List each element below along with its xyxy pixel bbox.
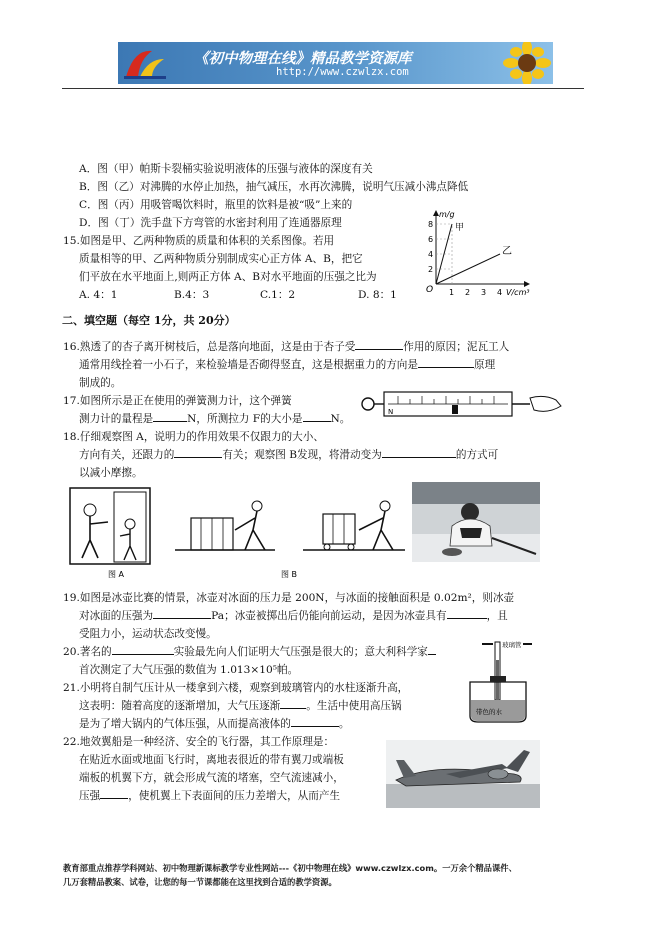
figure-b-boxes bbox=[175, 484, 410, 580]
footer-line-2: 几万套精品教案、试卷，让您的每一节课都能在这里找到合适的教学资源。 bbox=[63, 877, 337, 887]
mass-volume-graph bbox=[420, 208, 532, 298]
q19-blank-2[interactable] bbox=[447, 607, 487, 619]
q15-line-2: 质量相等的甲、乙两种物质分别制成实心正方体 A、B，把它 bbox=[79, 253, 363, 265]
curling-photo bbox=[412, 482, 540, 562]
q22-line-2: 在贴近水面或地面飞行时，离地表很近的带有翼刀或端板 bbox=[79, 754, 344, 766]
x-tick-2: 2 bbox=[465, 288, 471, 297]
q20-line-1 bbox=[63, 643, 436, 661]
series-jia-label: 甲 bbox=[455, 223, 465, 233]
q22-line-1: 22.地效翼船是一种经济、安全的飞行器，其工作原理是： bbox=[63, 736, 335, 748]
q16-text-3: 通常用线拴着一小石子，来检验墙是否砌得竖直，这是根据重力的方向是 bbox=[79, 359, 418, 371]
barometer-figure bbox=[456, 636, 548, 728]
graph-xlabel: V/cm³ bbox=[506, 288, 530, 297]
figure-a-label: 图 A bbox=[108, 570, 125, 579]
q18-blank-2[interactable] bbox=[382, 446, 456, 458]
q14-option-c: C．图（丙）用吸管喝饮料时，瓶里的饮料是被“吸”上来的 bbox=[79, 199, 353, 211]
logo-icon bbox=[122, 45, 168, 81]
q22-text-2: ，使机翼上下表面间的压力差增大，从而产生 bbox=[128, 790, 341, 802]
q17-text-3: N。 bbox=[330, 413, 351, 425]
q17-text-1: 测力计的量程是 bbox=[79, 413, 154, 425]
q18-blank-1[interactable] bbox=[174, 446, 222, 458]
x-tick-3: 3 bbox=[481, 288, 487, 297]
q21-line-2 bbox=[79, 697, 402, 715]
q21-text-2: 。生活中使用高压锅 bbox=[306, 700, 402, 712]
q16-line-2 bbox=[79, 356, 495, 374]
q22-line-3: 端板的机翼下方，就会形成气流的堵塞，空气流速减小， bbox=[79, 772, 344, 784]
q20-blank-2[interactable] bbox=[428, 643, 436, 655]
q21-blank-2[interactable] bbox=[291, 715, 339, 727]
q14-option-a: A．图（甲）帕斯卡裂桶实验说明液体的压强与液体的深度有关 bbox=[79, 163, 373, 175]
q19-text-3: ，且 bbox=[486, 610, 508, 622]
q16-text-2: 作用的原因；泥瓦工人 bbox=[403, 341, 510, 353]
q16-text-4: 原理 bbox=[474, 359, 496, 371]
q21-line-1: 21.小明将自制气压计从一楼拿到六楼，观察到玻璃管内的水柱逐渐升高， bbox=[63, 682, 409, 694]
q19-text-2: Pa；冰壶被掷出后仍能向前运动，是因为冰壶具有 bbox=[211, 610, 447, 622]
q21-blank-1[interactable] bbox=[280, 697, 306, 709]
footer-line-1: 教育部重点推荐学科网站、初中物理新课标教学专业性网站---《初中物理在线》www.czwlzx.com。一万余个精品课件、 bbox=[63, 863, 517, 873]
graph-origin: O bbox=[426, 285, 434, 295]
q18-line-2 bbox=[79, 446, 498, 464]
q20-text-1: 20.著名的 bbox=[63, 646, 112, 658]
q16-text-1: 16.熟透了的杏子离开树枝后，总是落向地面，这是由于杏子受 bbox=[63, 341, 356, 353]
banner-url: http://www.czwlzx.com bbox=[276, 66, 409, 78]
water-label: 带色的水 bbox=[476, 708, 502, 716]
q20-line-2: 首次测定了大气压强的数值为 1.013×10⁵帕。 bbox=[79, 664, 299, 676]
q21-text-1: 这表明：随着高度的逐渐增加，大气压逐渐 bbox=[79, 700, 281, 712]
q15-line-3: 们平放在水平地面上,则两正方体 A、B对水平地面的压强之比为 bbox=[79, 271, 377, 283]
q19-blank-1[interactable] bbox=[153, 607, 211, 619]
series-yi-label: 乙 bbox=[502, 246, 512, 257]
q18-line-1: 18.仔细观察图 A，说明力的作用效果不仅跟力的大小、 bbox=[63, 431, 324, 443]
q15-option-c: C.1：2 bbox=[260, 289, 296, 301]
header-rule bbox=[62, 88, 584, 89]
q21-text-3: 是为了增大锅内的气体压强，从而提高液体的 bbox=[79, 718, 291, 730]
q20-blank-1[interactable] bbox=[112, 643, 174, 655]
figure-a-door bbox=[68, 484, 158, 580]
q17-text-2: N，所测拉力 F的大小是 bbox=[187, 413, 303, 425]
q17-blank-2[interactable] bbox=[303, 410, 331, 422]
x-tick-4: 4 bbox=[497, 288, 503, 297]
q15-option-d: D. 8：1 bbox=[358, 289, 397, 301]
section2-heading: 二、填空题（每空 1分，共 20分） bbox=[62, 314, 236, 327]
q18-line-3: 以减小摩擦。 bbox=[79, 467, 143, 479]
q17-line-2 bbox=[79, 410, 350, 428]
q14-option-d: D．图（丁）洗手盘下方弯管的水密封利用了连通器原理 bbox=[79, 217, 342, 229]
spring-scale-figure bbox=[358, 384, 563, 424]
q19-text-1: 对冰面的压强为 bbox=[79, 610, 154, 622]
q16-line-1 bbox=[63, 338, 509, 356]
q22-line-4 bbox=[79, 787, 340, 805]
q22-text-1: 压强 bbox=[79, 790, 101, 802]
q22-blank-1[interactable] bbox=[100, 787, 128, 799]
q19-line-2 bbox=[79, 607, 508, 625]
q21-line-3 bbox=[79, 715, 349, 733]
q18-text-3: 的方式可 bbox=[455, 449, 499, 461]
q20-text-2: 实验最先向人们证明大气压强是很大的；意大利科学家 bbox=[173, 646, 428, 658]
y-tick-2: 2 bbox=[428, 265, 434, 274]
q16-blank-2[interactable] bbox=[418, 356, 474, 368]
wig-craft-photo bbox=[386, 740, 540, 808]
y-tick-8: 8 bbox=[428, 220, 434, 229]
q15-line-1: 15.如图是甲、乙两种物质的质量和体积的关系图像。若用 bbox=[63, 235, 335, 247]
y-tick-4: 4 bbox=[428, 250, 434, 259]
y-tick-6: 6 bbox=[428, 235, 434, 244]
q18-text-2: 有关；观察图 B发现，将滑动变为 bbox=[222, 449, 382, 461]
figure-b-label: 图 B bbox=[281, 570, 298, 579]
q19-line-3: 受阻力小，运动状态改变慢。 bbox=[79, 628, 217, 640]
graph-ylabel: m/g bbox=[439, 210, 455, 219]
q16-line-3: 制成的。 bbox=[79, 377, 122, 389]
q17-blank-1[interactable] bbox=[153, 410, 187, 422]
q21-text-4: 。 bbox=[338, 718, 350, 730]
banner-title: 《初中物理在线》精品教学资源库 bbox=[194, 51, 412, 67]
q17-line-1: 17.如图所示是正在使用的弹簧测力计，这个弹簧 bbox=[63, 395, 292, 407]
q18-text-1: 方向有关，还跟力的 bbox=[79, 449, 175, 461]
q15-option-b: B.4：3 bbox=[174, 289, 210, 301]
sunflower-icon bbox=[501, 42, 553, 84]
q19-line-1: 19.如图是冰壶比赛的情景，冰壶对冰面的压力是 200N，与冰面的接触面积是 0.02m²，则冰壶 bbox=[63, 592, 515, 604]
header-banner bbox=[118, 42, 553, 84]
q14-option-b: B．图（乙）对沸腾的水停止加热，抽气减压，水再次沸腾，说明气压减小沸点降低 bbox=[79, 181, 469, 193]
tube-label: 玻璃管 bbox=[502, 641, 522, 649]
scale-unit-label: N bbox=[388, 408, 394, 416]
q16-blank-1[interactable] bbox=[355, 338, 403, 350]
q15-option-a: A. 4：1 bbox=[79, 289, 118, 301]
x-tick-1: 1 bbox=[449, 288, 455, 297]
